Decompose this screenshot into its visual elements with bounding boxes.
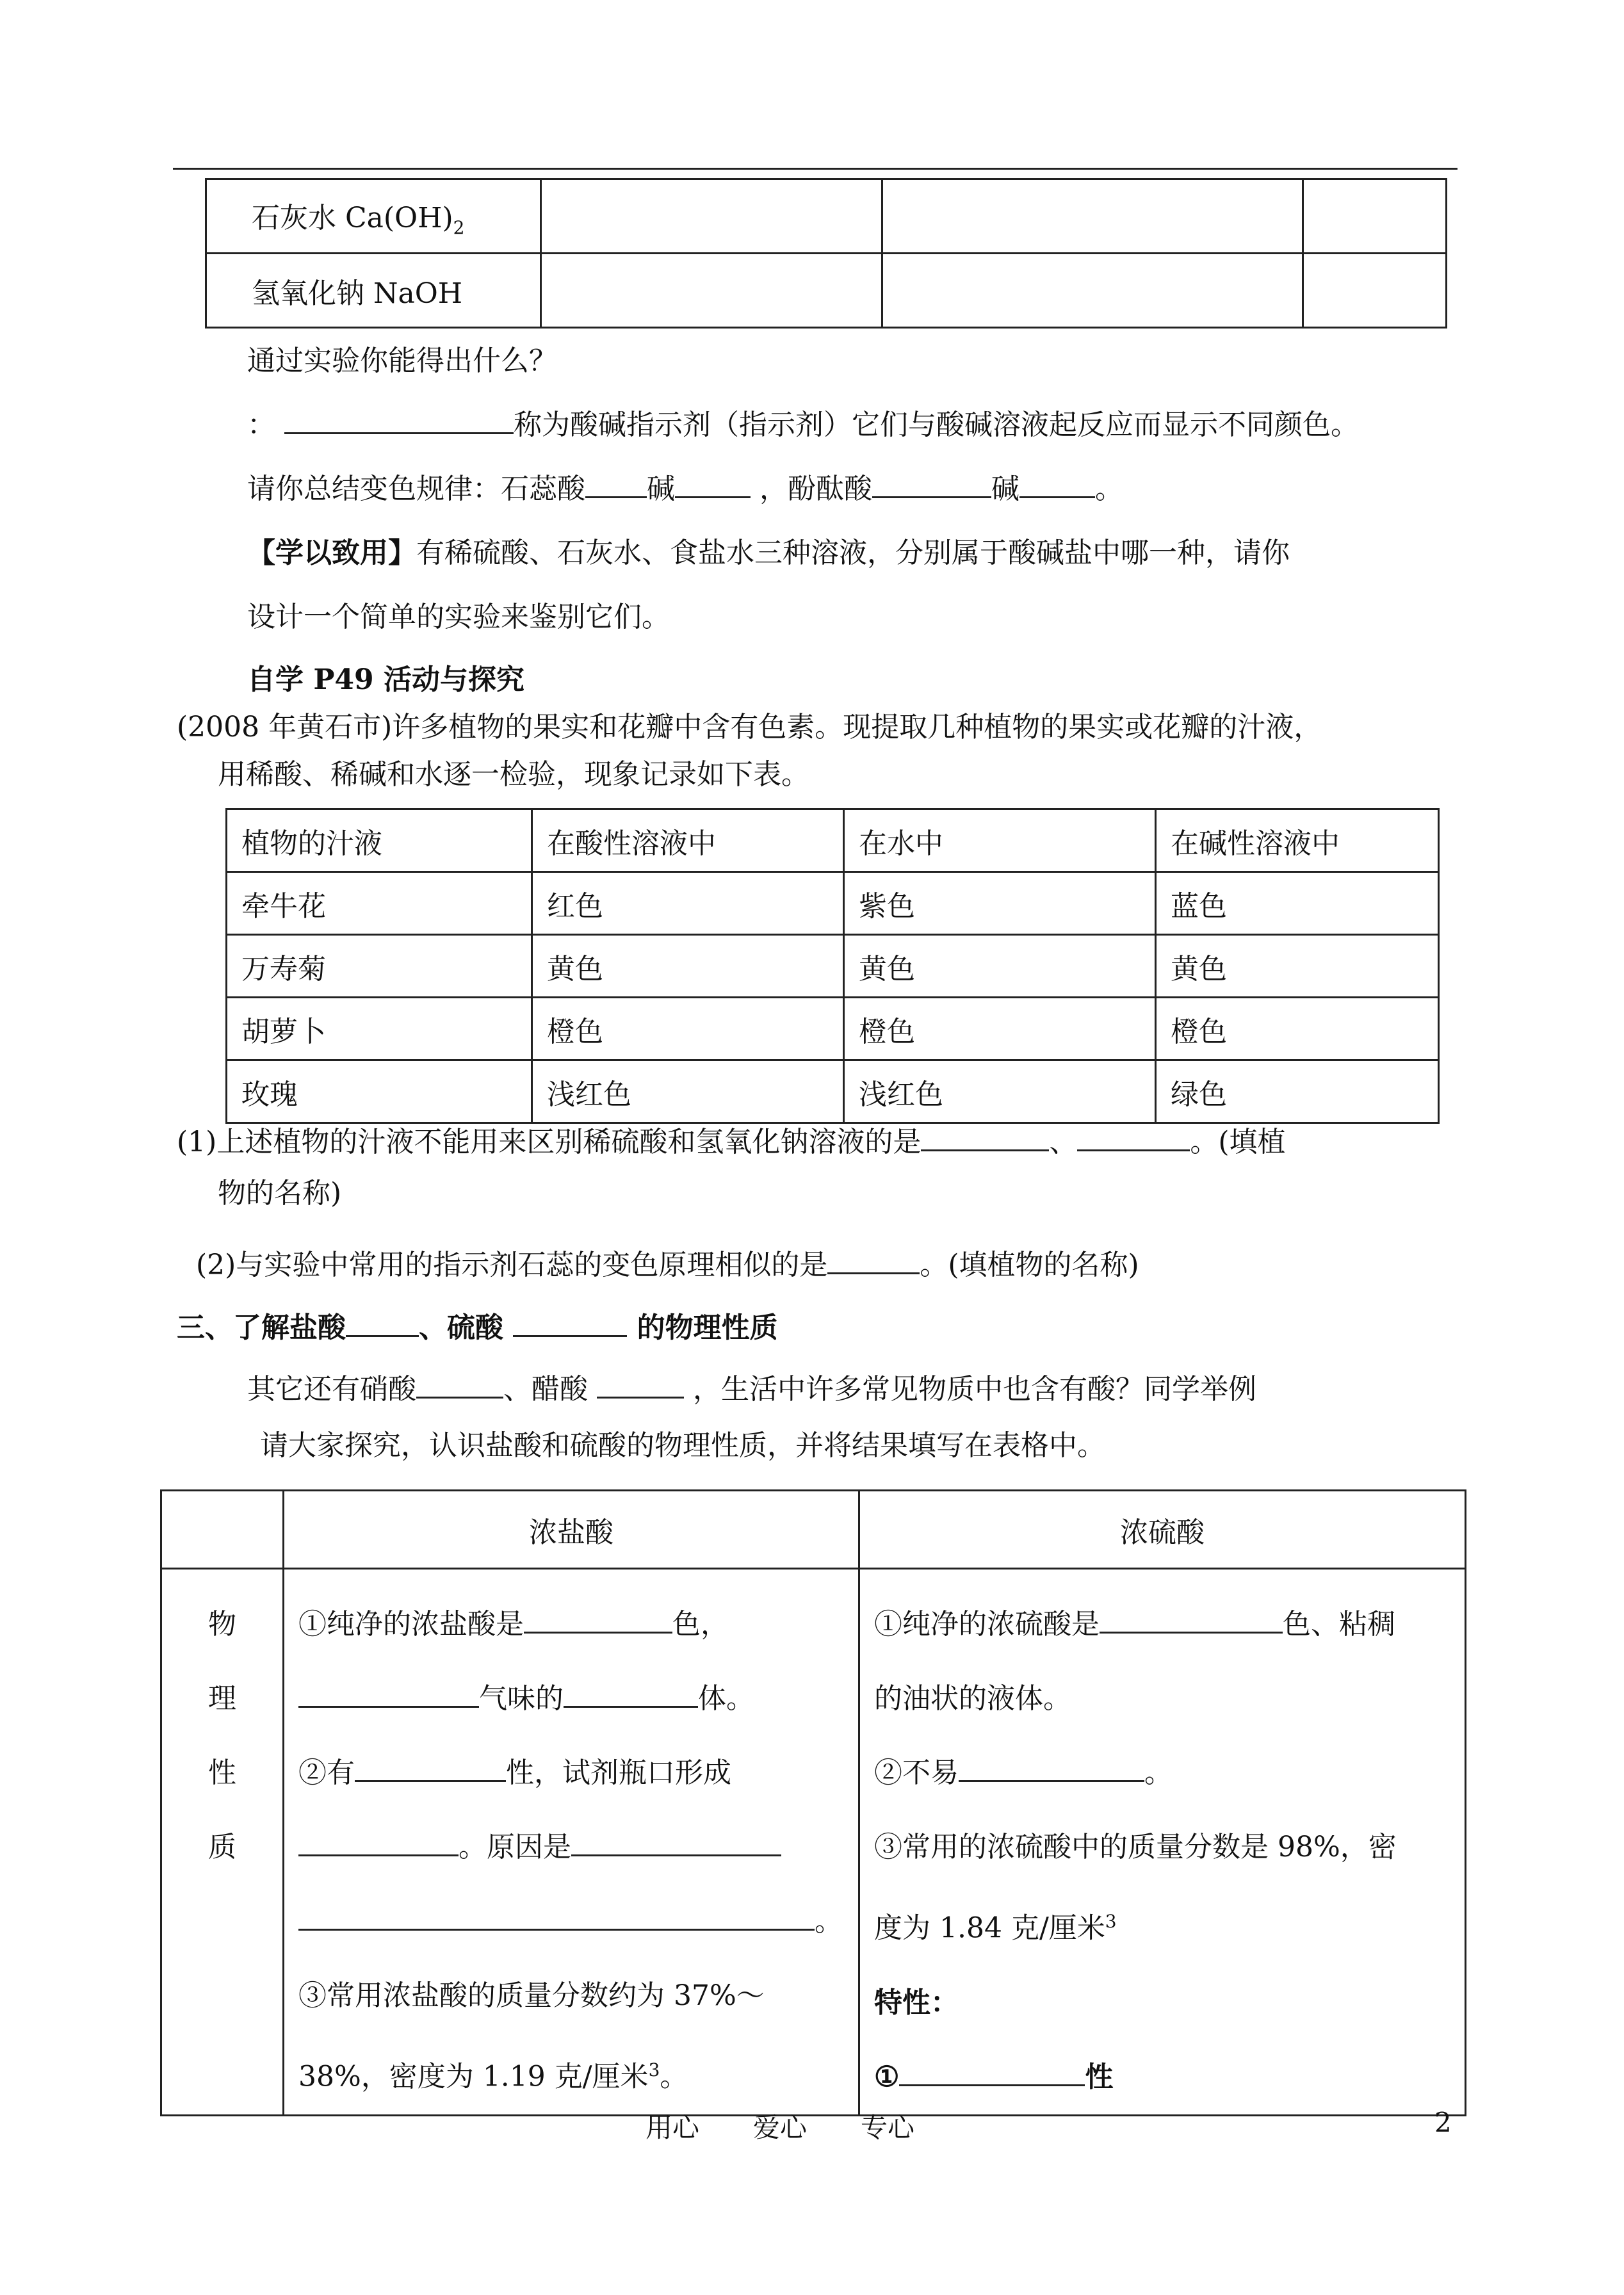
- table-cell: [882, 254, 1303, 328]
- answer-blank[interactable]: [355, 1755, 506, 1782]
- answer-blank[interactable]: [959, 1755, 1144, 1782]
- acid-properties-table: [160, 1489, 1466, 2116]
- answer-blank[interactable]: [1077, 1124, 1190, 1151]
- section-3-title: 三、了解盐酸 、硫酸 的物理性质: [177, 1309, 778, 1347]
- answer-blank[interactable]: [597, 1371, 684, 1399]
- table-cell: 红色: [532, 872, 844, 935]
- header-cell: 植物的汁液: [227, 809, 532, 872]
- answer-blank[interactable]: [921, 1124, 1049, 1151]
- apply-question-cont: 设计一个简单的实验来鉴别它们。: [247, 601, 670, 633]
- answer-blank[interactable]: [416, 1371, 503, 1399]
- answer-blank[interactable]: [346, 1310, 419, 1337]
- table-cell: 浅红色: [844, 1060, 1156, 1123]
- indicator-definition: ： 称为酸碱指示剂（指示剂）它们与酸碱溶液起反应而显示不同颜色。: [247, 406, 1359, 444]
- header-cell: 在酸性溶液中: [532, 809, 844, 872]
- section-3-line-1: 其它还有硝酸 、醋酸 ，生活中许多常见物质中也含有酸？同学举例: [247, 1370, 1256, 1409]
- answer-blank[interactable]: [284, 407, 514, 434]
- answer-blank[interactable]: [585, 471, 647, 498]
- answer-blank[interactable]: [298, 1680, 479, 1708]
- h2so4-properties-cell: ①纯净的浓硫酸是 色、粘稠 的油状的液体。 ②不易 。 ③常用的浓硫酸中的质量分数是 98%，密 度为 1.84 克/厘米$^3$ 特性： ① 性: [859, 1569, 1466, 2116]
- answer-blank[interactable]: [675, 471, 751, 498]
- answer-blank[interactable]: [298, 1829, 459, 1856]
- page-number: 2: [1434, 2107, 1452, 2138]
- header-cell-hcl: 浓盐酸: [284, 1491, 859, 1569]
- answer-blank[interactable]: [1100, 1606, 1283, 1634]
- answer-blank[interactable]: [571, 1829, 781, 1856]
- answer-blank[interactable]: [564, 1680, 698, 1708]
- intro-line-2: 用稀酸、稀碱和水逐一检验，现象记录如下表。: [218, 758, 809, 791]
- footer-motto: 用心 爱心 专心: [646, 2112, 915, 2143]
- answer-blank[interactable]: [524, 1606, 672, 1634]
- table-cell: 胡萝卜: [227, 998, 532, 1060]
- table-cell: 蓝色: [1156, 872, 1439, 935]
- row-label-naoh: 氢氧化钠 NaOH: [206, 254, 541, 328]
- answer-blank[interactable]: [298, 1903, 815, 1931]
- table-cell: 黄色: [532, 935, 844, 998]
- table-cell: [1303, 254, 1447, 328]
- self-study-heading: 自学 P49 活动与探究: [247, 663, 524, 696]
- answer-blank[interactable]: [827, 1247, 920, 1274]
- header-rule: [173, 168, 1458, 170]
- table-cell: 万寿菊: [227, 935, 532, 998]
- apply-question: 【学以致用】有稀硫酸、石灰水、食盐水三种溶液，分别属于酸碱盐中哪一种，请你: [247, 537, 1290, 569]
- table-cell: 橙色: [1156, 998, 1439, 1060]
- question-conclusion: 通过实验你能得出什么？: [247, 345, 557, 377]
- intro-line-1: (2008 年黄石市)许多植物的果实和花瓣中含有色素。现提取几种植物的果实或花瓣的汁液，: [177, 711, 1322, 743]
- question-2: (2)与实验中常用的指示剂石蕊的变色原理相似的是 。(填植物的名称): [196, 1246, 1139, 1285]
- header-cell: 在水中: [844, 809, 1156, 872]
- table-cell: 紫色: [844, 872, 1156, 935]
- table-cell: 黄色: [1156, 935, 1439, 998]
- table-cell: [1303, 179, 1447, 254]
- header-cell: 在碱性溶液中: [1156, 809, 1439, 872]
- color-rule: 请你总结变色规律：石蕊酸 碱 ，酚酞酸 碱 。: [247, 470, 1123, 508]
- section-3-line-2: 请大家探究，认识盐酸和硫酸的物理性质，并将结果填写在表格中。: [260, 1429, 1105, 1462]
- table-cell: 浅红色: [532, 1060, 844, 1123]
- question-1-cont: 物的名称): [218, 1177, 342, 1210]
- row-label-limewater: 石灰水 $Ca(OH)_2$: [206, 179, 541, 254]
- table-cell: 绿色: [1156, 1060, 1439, 1123]
- question-1: (1)上述植物的汁液不能用来区别稀硫酸和氢氧化钠溶液的是 、 。(填植: [177, 1123, 1286, 1162]
- answer-blank[interactable]: [899, 2059, 1085, 2086]
- table-cell: [161, 1491, 284, 1569]
- header-cell-h2so4: 浓硫酸: [859, 1491, 1466, 1569]
- table-cell: 牵牛花: [227, 872, 532, 935]
- side-label-physical-properties: 物 理 性 质: [161, 1569, 284, 2116]
- table-cell: 橙色: [844, 998, 1156, 1060]
- table-cell: [541, 179, 882, 254]
- table-cell: 黄色: [844, 935, 1156, 998]
- table-cell: [541, 254, 882, 328]
- hcl-properties-cell: ①纯净的浓盐酸是 色， 气味的 体。 ②有 性，试剂瓶口形成 。原因是 。 ③常用浓盐酸的质量分数约为 37%～ 38%，密度为 1.19 克/厘米$^3$。: [284, 1569, 859, 2116]
- plant-table: [225, 808, 1440, 1124]
- answer-blank[interactable]: [1019, 471, 1095, 498]
- answer-blank[interactable]: [513, 1310, 627, 1337]
- table-cell: 橙色: [532, 998, 844, 1060]
- table-cell: 玫瑰: [227, 1060, 532, 1123]
- answer-blank[interactable]: [872, 471, 991, 498]
- indicator-table: [205, 178, 1447, 328]
- table-cell: [882, 179, 1303, 254]
